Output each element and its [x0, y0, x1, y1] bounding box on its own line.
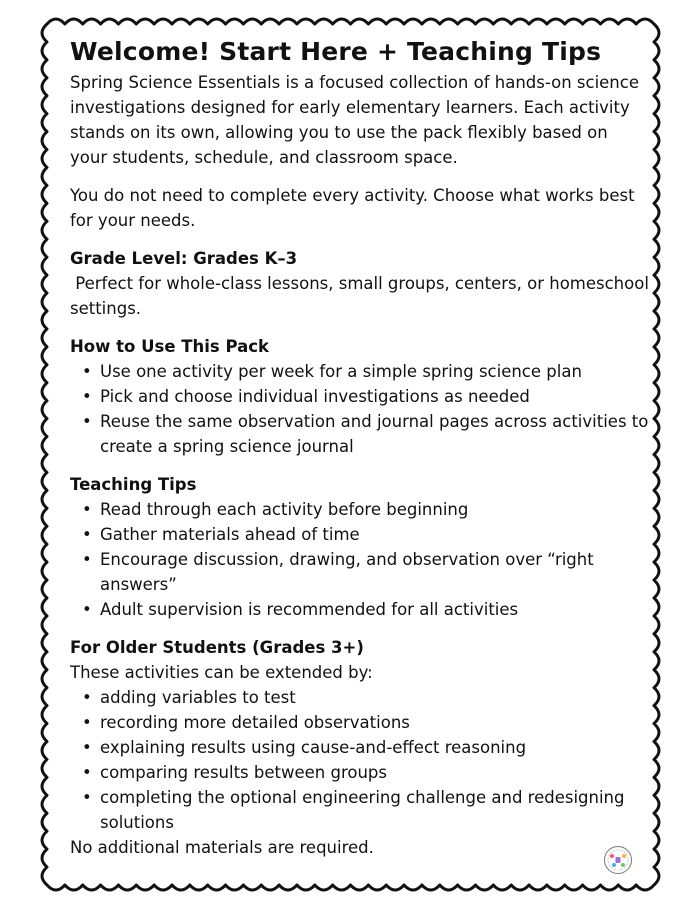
grade-heading: Grade Level: Grades K–3 — [70, 249, 298, 268]
list-item: • adding variables to test — [100, 685, 650, 710]
page-content — [70, 34, 655, 860]
list-item: • comparing results between groups — [100, 760, 650, 785]
intro-paragraph-1: Spring Science Essentials is a focused collection of hands-on science investigations designed for early elementary learners. Each activity stands on its own, allowing you to use the pack flexibly based on your students, schedule, and classroom space. — [70, 73, 639, 167]
teaching-tips-heading: Teaching Tips — [70, 475, 197, 494]
list-item: • Read through each activity before beginning — [100, 497, 650, 522]
list-item: • explaining results using cause-and-effect reasoning — [100, 735, 650, 760]
list-item: • Pick and choose individual investigations as needed — [100, 384, 650, 409]
brand-logo-icon — [603, 845, 633, 875]
teaching-tips-list — [70, 497, 650, 622]
grade-text: Perfect for whole-class lessons, small groups, centers, or homeschool settings. — [70, 274, 655, 318]
how-to-use-list — [70, 359, 650, 459]
intro-paragraph-2: You do not need to complete every activity. Choose what works best for your needs. — [70, 186, 635, 230]
list-item: • Reuse the same observation and journal pages across activities to create a spring science journal — [100, 409, 650, 459]
older-students-list — [70, 685, 650, 835]
list-item: • Use one activity per week for a simple spring science plan — [100, 359, 650, 384]
older-students-intro: These activities can be extended by: — [70, 663, 373, 682]
how-to-use-heading: How to Use This Pack — [70, 337, 270, 356]
closing-note: No additional materials are required. — [70, 838, 374, 857]
list-item: • Gather materials ahead of time — [100, 522, 650, 547]
older-students-heading: For Older Students (Grades 3+) — [70, 638, 364, 657]
page-title: Welcome! Start Here + Teaching Tips — [70, 37, 602, 66]
list-item: • completing the optional engineering challenge and redesigning solutions — [100, 785, 650, 835]
list-item: • Adult supervision is recommended for all activities — [100, 597, 650, 622]
list-item: • Encourage discussion, drawing, and observation over “right answers” — [100, 547, 650, 597]
list-item: • recording more detailed observations — [100, 710, 650, 735]
